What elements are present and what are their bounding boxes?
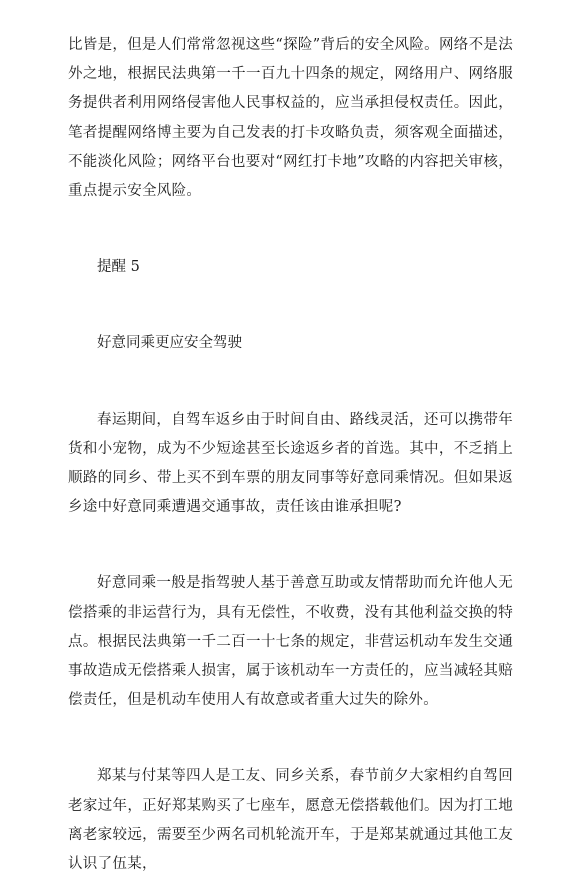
paragraph-body: 郑某与付某等四人是工友、同乡关系，春节前夕大家相约自驾回老家过年，正好郑某购买了七座车，愿意无偿搭载他们。因为打工地离老家较远，需要至少两名司机轮流开车，于是郑某就通过其他工友认识了伍某， bbox=[68, 768, 513, 873]
document-page bbox=[68, 31, 513, 879]
section-heading-title: 好意同乘更应安全驾驶 bbox=[97, 335, 242, 352]
paragraph-continuation: 比皆是，但是人们常常忽视这些“探险”背后的安全风险。网络不是法外之地，根据民法典第一千一百九十四条的规定，网络用户、网络服务提供者利用网络侵害他人民事权益的，应当承担侵权责任。因此，笔者提醒网络博主要为自己发表的打卡攻略负责，须客观全面描述，不能淡化风险；网络平台也要对“网红打卡地”攻略的内容把关审核，重点提示安全风险。 bbox=[68, 37, 513, 200]
paragraph-body: 好意同乘一般是指驾驶人基于善意互助或友情帮助而允许他人无偿搭乘的非运营行为，具有无偿性，不收费，没有其他利益交换的特点。根据民法典第一千二百一十七条的规定，非营运机动车发生交通事故造成无偿搭乘人损害，属于该机动车一方责任的，应当减轻其赔偿责任，但是机动车使用人有故意或者重大过失的除外。 bbox=[68, 575, 513, 709]
paragraph-body: 春运期间，自驾车返乡由于时间自由、路线灵活，还可以携带年货和小宠物，成为不少短途甚至长途返乡者的首选。其中，不乏捎上顺路的同乡、带上买不到车票的朋友同事等好意同乘情况。但如果返乡途中好意同乘遭遇交通事故，责任该由谁承担呢? bbox=[68, 411, 513, 516]
section-heading-number: 提醒 5 bbox=[97, 259, 140, 276]
